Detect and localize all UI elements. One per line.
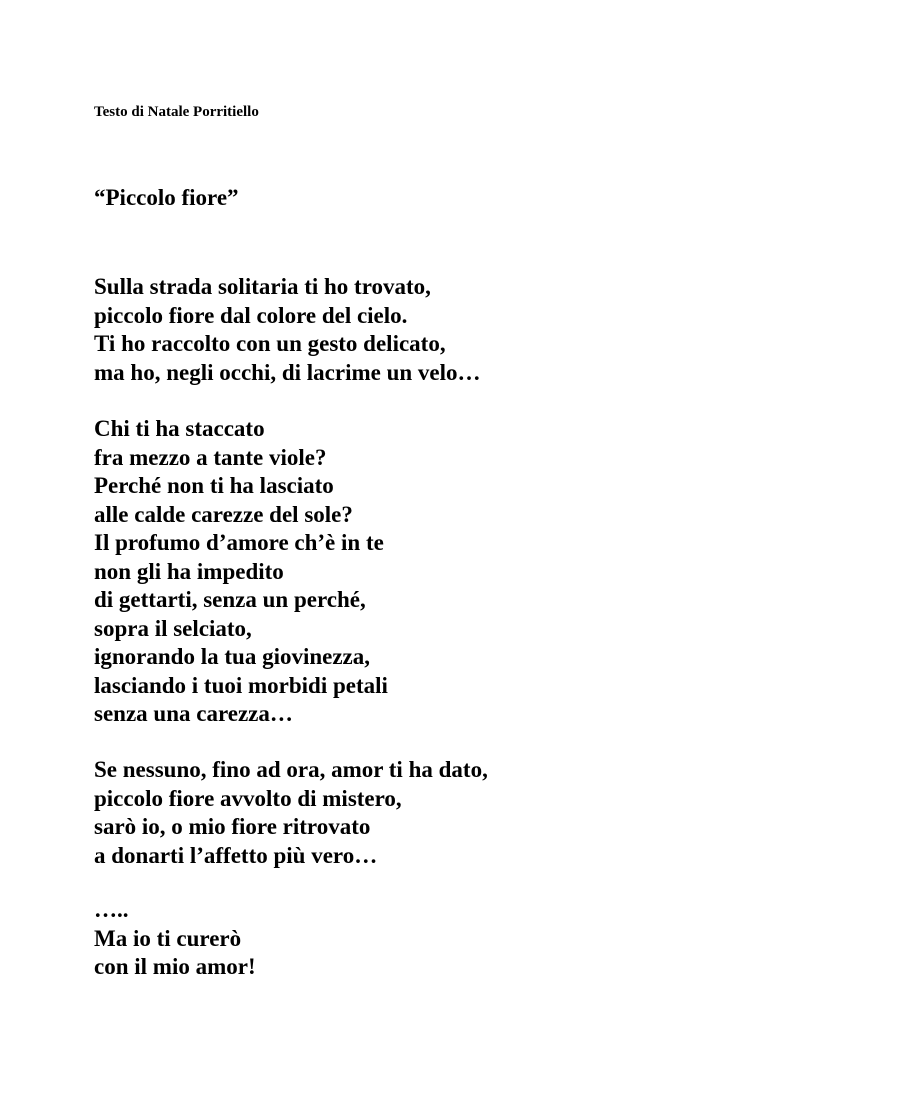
poem-line: Perché non ti ha lasciato (94, 473, 334, 498)
poem-line: Ma io ti curerò (94, 925, 242, 951)
poem-line: alle calde carezze del sole? (94, 501, 353, 527)
poem-line: ….. (94, 897, 129, 922)
poem-line: lasciando i tuoi morbidi petali (94, 672, 388, 698)
stanza-1 (94, 273, 481, 387)
stanza-3 (94, 756, 488, 870)
stanza-2 (94, 415, 388, 729)
poem-line: di gettarti, senza un perché, (94, 587, 366, 612)
poem-line: Ti ho raccolto con un gesto delicato, (94, 331, 446, 356)
poem-line: fra mezzo a tante viole? (94, 444, 327, 470)
poem-line: piccolo fiore dal colore del cielo. (94, 302, 408, 328)
poem-line: Il profumo d’amore ch’è in te (94, 530, 384, 555)
poem-line: con il mio amor! (94, 954, 256, 979)
poem-line: ignorando la tua giovinezza, (94, 644, 371, 669)
poem-line: ma ho, negli occhi, di lacrime un velo… (94, 359, 481, 385)
stanza-4 (94, 896, 256, 982)
poem-line: non gli ha impedito (94, 558, 284, 584)
poem-line: sopra il selciato, (94, 615, 252, 641)
poem-line: Se nessuno, fino ad ora, amor ti ha dato, (94, 757, 488, 782)
poem-line: sarò io, o mio fiore ritrovato (94, 814, 371, 839)
poem-line: a donarti l’affetto più vero… (94, 842, 378, 868)
poem-line: senza una carezza… (94, 701, 293, 726)
poem-title: “Piccolo fiore” (94, 185, 239, 210)
poem-line: Chi ti ha staccato (94, 416, 265, 441)
poem-line: piccolo fiore avvolto di mistero, (94, 785, 402, 811)
poem-line: Sulla strada solitaria ti ho trovato, (94, 274, 431, 299)
author-line: Testo di Natale Porritiello (94, 104, 259, 120)
